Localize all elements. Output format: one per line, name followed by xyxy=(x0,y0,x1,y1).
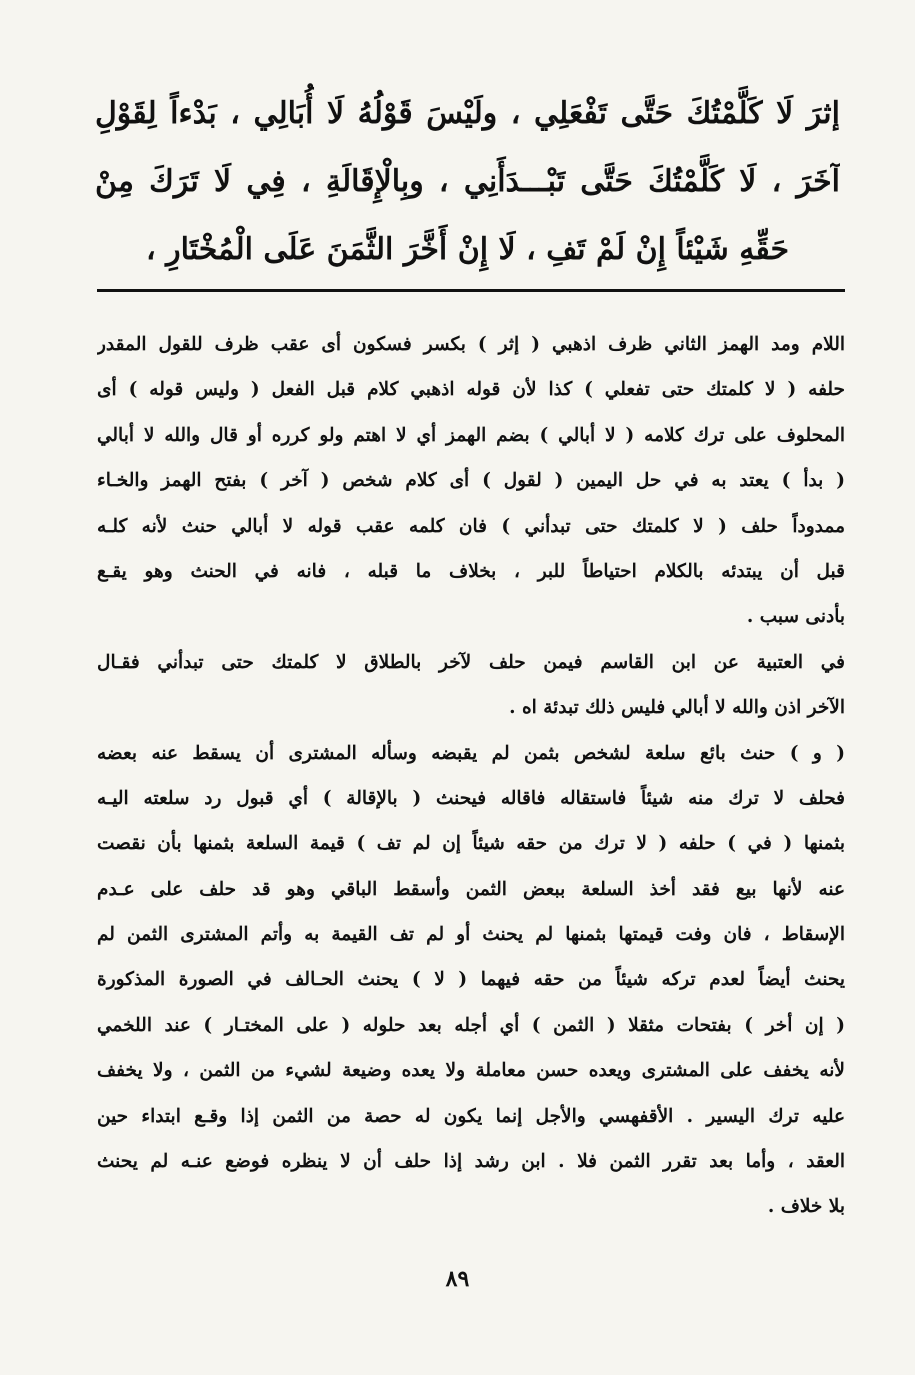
sharh-line: الإسقاط ، فان وفت قيمتها بثمنها لم يحنث أو لم تف القيمة به وأتم المشترى الثمن لم xyxy=(97,924,845,946)
sharh-line: الآخر اذن والله لا أبالي فليس ذلك تبدئة اه . xyxy=(509,697,845,719)
sharh-line: المحلوف على ترك كلامه ( لا أبالي ) بضم الهمز أي لا اهتم ولو كرره أو قال والله لا أبالي xyxy=(97,424,845,446)
separator-rule xyxy=(97,289,845,292)
sharh-line: اللام ومد الهمز الثاني ظرف اذهبي ( إثر ) بكسر فسكون أى عقب ظرف للقول المقدر xyxy=(97,334,845,355)
sharh-text-block xyxy=(97,322,845,1230)
sharh-line: قبل أن يبتدئه بالكلام احتياطاً للبر ، بخلاف ما قبله ، فانه في الحنث وهو يقـع xyxy=(97,560,845,582)
matn-line: إثرَ لَا كَلَّمْتُكَ حَتَّى تَفْعَلِي ، ولَيْسَ قَوْلُهُ لَا أُبَالِي ، بَدْءاً لِقَوْلِ xyxy=(95,96,840,131)
sharh-line: ممدوداً حلف ( لا كلمتك حتى تبدأني ) فان كلمه عقب قوله لا أبالي حنث لأنه كلـه xyxy=(97,515,845,537)
sharh-line: يحنث أيضاً لعدم تركه شيئاً من حقه فيهما ( لا ) يحنث الحـالف في الصورة المذكورة xyxy=(97,969,845,991)
matn-line: حَقِّهِ شَيْئاً إِنْ لَمْ تَفِ ، لَا إِنْ أَخَّرَ الثَّمَنَ عَلَى الْمُخْتَارِ ، xyxy=(145,232,790,267)
sharh-line: بلا خلاف . xyxy=(767,1196,845,1218)
sharh-line: عليه ترك اليسير . الأقفهسي والأجل إنما يكون له حصة من الثمن إذا وقـع ابتداء حين xyxy=(97,1105,845,1127)
sharh-line: العقد ، وأما بعد تقرر الثمن فلا . ابن رشد إذا حلف أن لا ينظره فوضع عنـه لم يحنث xyxy=(97,1151,845,1173)
sharh-line: بثمنها ( في ) حلفه ( لا ترك من حقه شيئاً إن لم تف ) قيمة السلعة بثمنها بأن نقصت xyxy=(97,833,845,855)
sharh-line: فحلف لا ترك منه شيئاً فاستقاله فاقاله فيحنث ( بالإقالة ) أي قبول رد سلعته اليـه xyxy=(97,787,845,809)
sharh-line: لأنه يخفف على المشترى ويعده حسن معاملة ولا يعده وضيعة لشيء من الثمن ، ولا يخفف xyxy=(97,1060,845,1082)
sharh-line: ( و ) حنث بائع سلعة لشخص بثمن لم يقبضه وسأله المشترى أن يسقط عنه بعضه xyxy=(97,742,845,764)
sharh-line: في العتبية عن ابن القاسم فيمن حلف لآخر بالطلاق لا كلمتك حتى تبدأني فقـال xyxy=(97,651,845,673)
sharh-line: ( إن أخر ) بفتحات مثقلا ( الثمن ) أي أجله بعد حلوله ( على المختـار ) عند اللخمي xyxy=(97,1014,845,1036)
sharh-line: بأدنى سبب . xyxy=(746,606,845,628)
page-number: ٨٩ xyxy=(445,1266,470,1292)
sharh-line: عنه لأنها بيع فقد أخذ السلعة ببعض الثمن وأسقط الباقي وهو قد حلف على عـدم xyxy=(97,878,845,900)
sharh-line: حلفه ( لا كلمتك حتى تفعلي ) كذا لأن قوله اذهبي كلام قبل الفعل ( وليس قوله ) أى xyxy=(97,379,845,401)
sharh-line: ( بدأ ) يعتد به في حل اليمين ( لقول ) أى كلام شخص ( آخر ) بفتح الهمز والخـاء xyxy=(97,470,845,492)
matn-text-block xyxy=(95,80,840,284)
matn-line: آخَرَ ، لَا كَلَّمْتُكَ حَتَّى تَبْـــدَأَنِي ، وبِالْإِقَالَةِ ، فِي لَا تَرَكَ مِنْ xyxy=(95,164,840,199)
